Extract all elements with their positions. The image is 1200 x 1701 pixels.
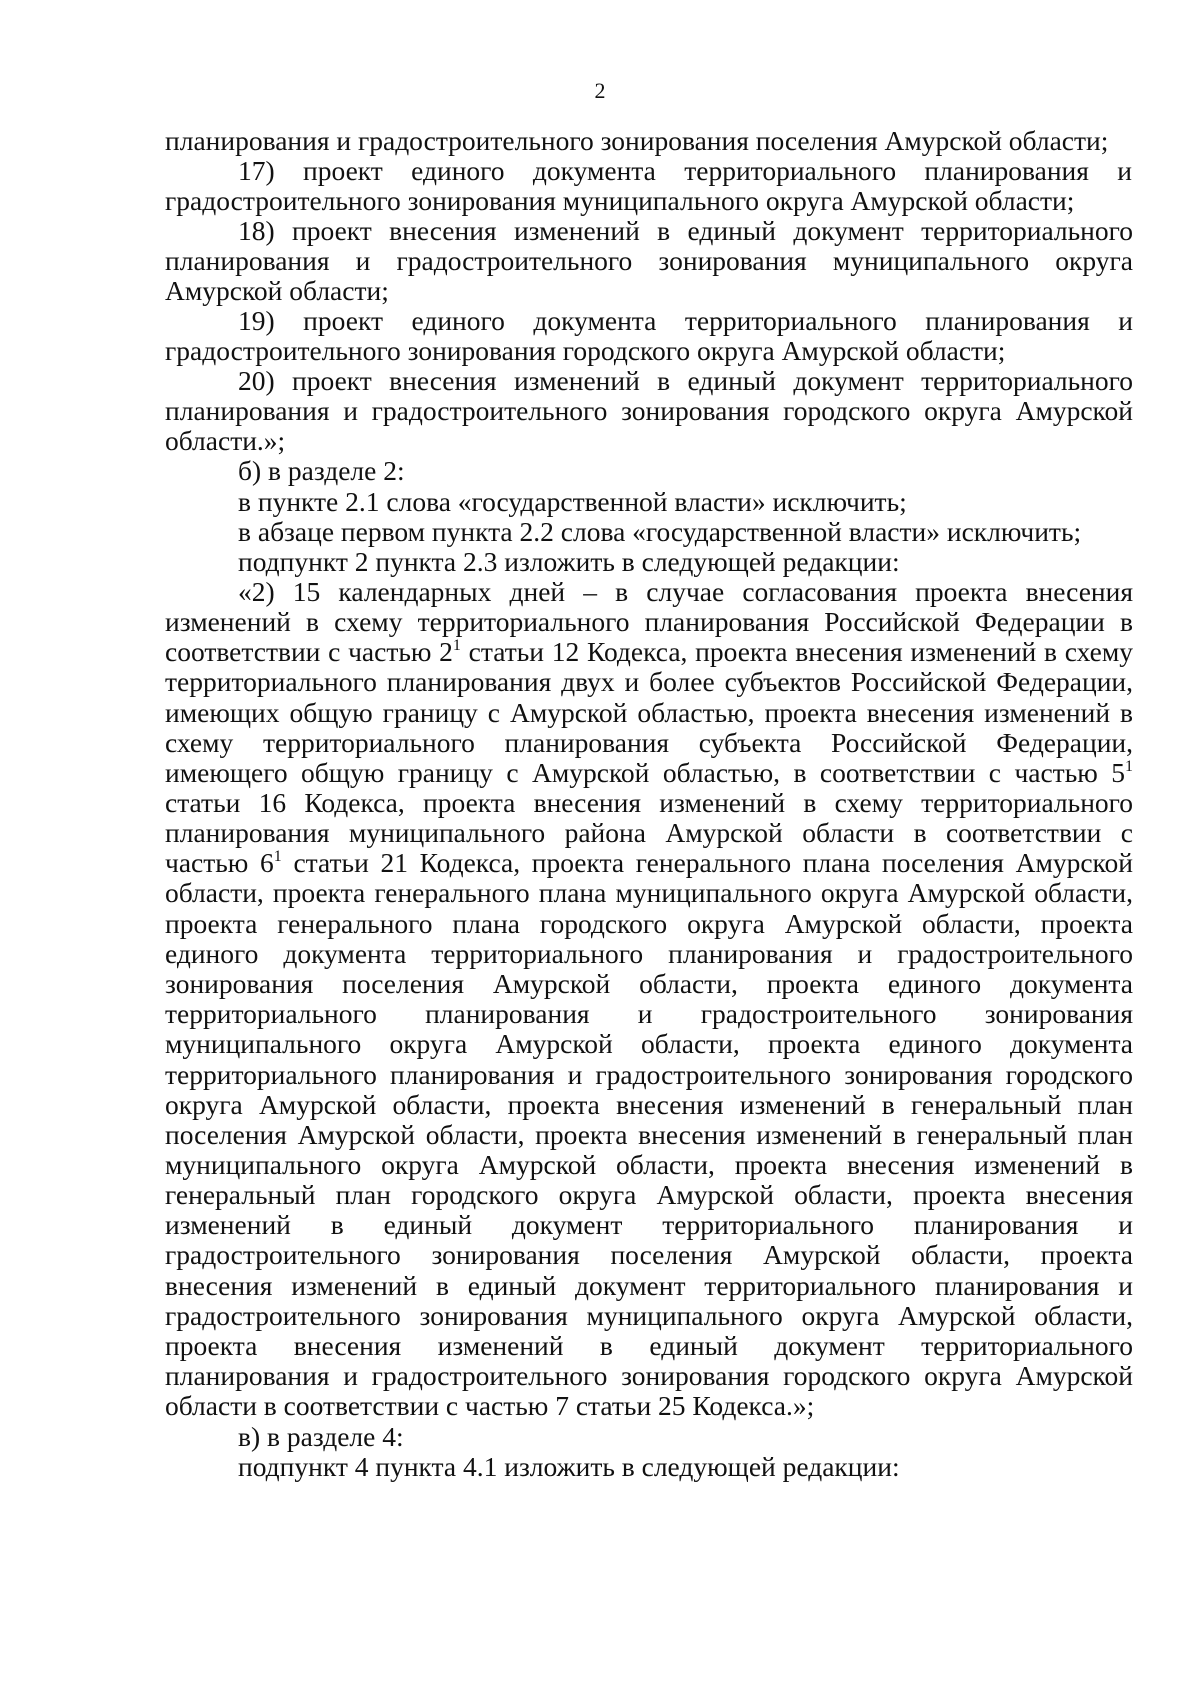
text-line: планирования и градостроительного зонирования городского округа Амурской <box>165 395 1133 426</box>
text-line: подпункт 4 пункта 4.1 изложить в следующей редакции: <box>238 1451 900 1482</box>
text-segment: статьи 21 Кодекса, проекта генерального плана поселения Амурской <box>281 847 1133 878</box>
text-line: внесения изменений в единый документ территориального планирования и <box>165 1270 1133 1301</box>
text-line: изменений в единый документ территориального планирования и <box>165 1209 1133 1240</box>
text-line: проекта внесения изменений в единый документ территориального <box>165 1330 1133 1361</box>
text-line: области.»; <box>165 425 286 456</box>
text-line: подпункт 2 пункта 2.3 изложить в следующей редакции: <box>238 546 900 577</box>
text-line: планирования и градостроительного зонирования городского округа Амурской <box>165 1360 1133 1391</box>
text-line: градостроительного зонирования городского округа Амурской области; <box>165 335 1006 366</box>
text-line: планирования муниципального района Амурской области в соответствии с <box>165 817 1133 848</box>
text-line: схему территориального планирования субъекта Российской Федерации, <box>165 727 1133 758</box>
text-line: планирования и градостроительного зонирования муниципального округа <box>165 245 1133 276</box>
text-line: единого документа территориального планирования и градостроительного <box>165 938 1133 969</box>
text-line <box>165 847 1133 878</box>
text-line: 17) проект единого документа территориального планирования и <box>238 155 1132 186</box>
text-line: территориального планирования и градостроительного зонирования городского <box>165 1059 1133 1090</box>
text-line: территориального планирования и градостроительного зонирования <box>165 998 1133 1029</box>
text-line <box>165 636 1133 667</box>
text-line <box>165 757 1133 788</box>
text-line: градостроительного зонирования поселения Амурской области, проекта <box>165 1239 1133 1270</box>
text-line: имеющих общую границу с Амурской областью, проекта внесения изменений в <box>165 697 1133 728</box>
text-line: статьи 16 Кодекса, проекта внесения изменений в схему территориального <box>165 787 1133 818</box>
superscript: 1 <box>1125 758 1133 775</box>
text-segment: имеющего общую границу с Амурской областью, в соответствии с частью 5 <box>165 757 1125 788</box>
text-line: муниципального округа Амурской области, проекта единого документа <box>165 1028 1133 1059</box>
page-number: 2 <box>594 78 606 103</box>
text-line: изменений в схему территориального планирования Российской Федерации в <box>165 606 1133 637</box>
text-line: проекта генерального плана городского округа Амурской области, проекта <box>165 908 1133 939</box>
text-line: «2) 15 календарных дней – в случае согласования проекта внесения <box>238 576 1133 607</box>
superscript: 1 <box>452 637 461 654</box>
text-line: Амурской области; <box>165 275 389 306</box>
text-line: области в соответствии с частью 7 статьи 25 Кодекса.»; <box>165 1390 815 1421</box>
text-line: муниципального округа Амурской области, проекта внесения изменений в <box>165 1149 1133 1180</box>
text-line: градостроительного зонирования муниципального округа Амурской области, <box>165 1300 1133 1331</box>
text-line: в) в разделе 4: <box>238 1421 404 1452</box>
text-segment: статьи 12 Кодекса, проекта внесения изменений в схему <box>460 636 1133 667</box>
text-line: 19) проект единого документа территориального планирования и <box>238 305 1133 336</box>
text-line: округа Амурской области, проекта внесения изменений в генеральный план <box>165 1089 1133 1120</box>
text-line: поселения Амурской области, проекта внесения изменений в генеральный план <box>165 1119 1133 1150</box>
text-line: 18) проект внесения изменений в единый документ территориального <box>238 215 1133 246</box>
text-line: в пункте 2.1 слова «государственной власти» исключить; <box>238 486 907 517</box>
text-line: генеральный план городского округа Амурской области, проекта внесения <box>165 1179 1133 1210</box>
text-line: зонирования поселения Амурской области, проекта единого документа <box>165 968 1133 999</box>
text-line: градостроительного зонирования муниципального округа Амурской области; <box>165 185 1075 216</box>
text-segment: соответствии с частью 2 <box>165 636 453 667</box>
text-segment: частью 6 <box>165 847 274 878</box>
text-line: в абзаце первом пункта 2.2 слова «государственной власти» исключить; <box>238 516 1082 547</box>
text-line: области, проекта генерального плана муниципального округа Амурской области, <box>165 877 1133 908</box>
text-line: планирования и градостроительного зонирования поселения Амурской области; <box>165 125 1109 156</box>
text-line: 20) проект внесения изменений в единый документ территориального <box>238 365 1133 396</box>
text-line: б) в разделе 2: <box>238 455 405 486</box>
text-line: территориального планирования двух и более субъектов Российской Федерации, <box>165 666 1133 697</box>
superscript: 1 <box>273 848 282 865</box>
